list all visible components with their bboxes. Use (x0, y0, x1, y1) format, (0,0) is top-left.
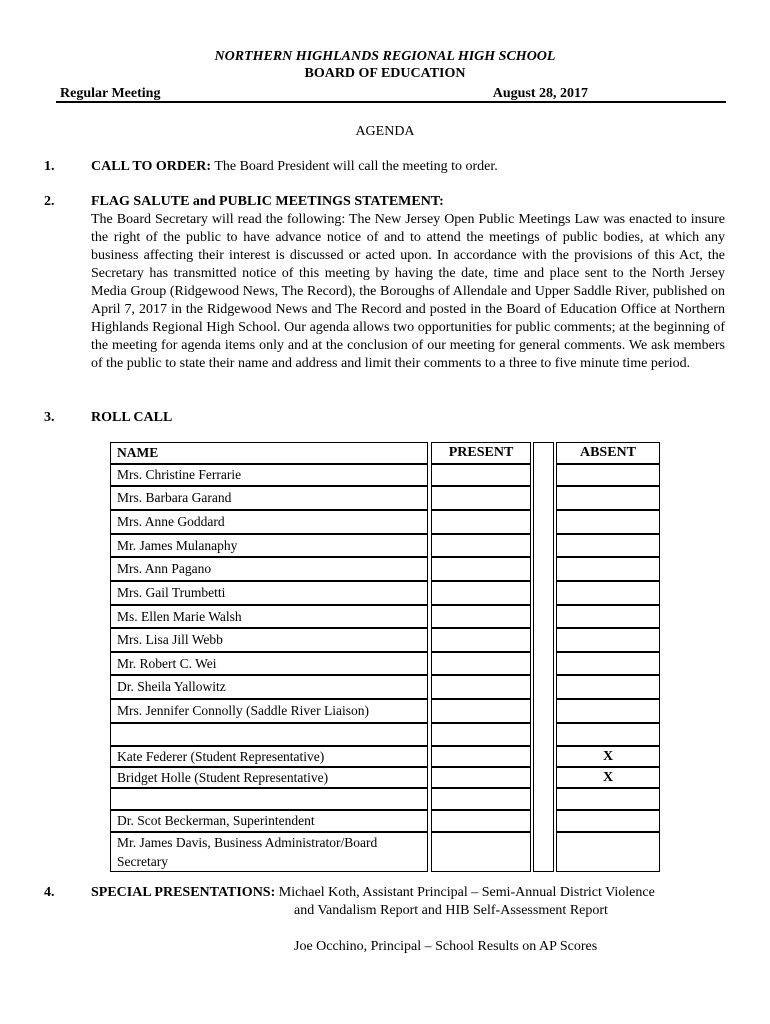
section-4-line1: Michael Koth, Assistant Principal – Semi-Annual District Violence (275, 885, 655, 900)
roll-row-absent (556, 675, 660, 699)
roll-row-absent (556, 652, 660, 675)
section-2-number: 2. (44, 194, 55, 209)
roll-row-absent (556, 628, 660, 652)
section-1-title: CALL TO ORDER: (91, 159, 212, 174)
roll-row-name: Kate Federer (Student Representative) (110, 746, 428, 767)
roll-row-name: Mrs. Gail Trumbetti (110, 581, 428, 605)
roll-gap-column (533, 442, 554, 872)
roll-row-absent (556, 510, 660, 534)
roll-row-name: Mrs. Christine Ferrarie (110, 464, 428, 486)
roll-row-name: Mrs. Barbara Garand (110, 486, 428, 510)
roll-row-present (431, 652, 531, 675)
roll-row-absent (556, 723, 660, 746)
section-special-presentations (91, 884, 725, 902)
roll-row-present (431, 832, 531, 872)
roll-row-name: Mrs. Anne Goddard (110, 510, 428, 534)
roll-row-present (431, 510, 531, 534)
roll-row-name (110, 723, 428, 746)
meeting-date: August 28, 2017 (492, 86, 588, 101)
roll-row-present (431, 788, 531, 810)
roll-row-absent (556, 810, 660, 832)
section-flag-salute (91, 193, 725, 373)
section-2-text: The Board Secretary will read the following: The New Jersey Open Public Meetings Law was enacted to insure the right of the public to have advance notice of and to attend the meetings of public bodies, at which any business affecting their interest is discussed or acted upon. In accordance with the provisions of this Act, the Secretary has transmitted notice of this meeting by having the date, time and place sent to the North Jersey Media Group (Ridgewood News, The Record), the Boroughs of Allendale and Upper Saddle River, published on April 7, 2017 in the Ridgewood News and The Record and posted in the Board of Education Office at Northern Highlands Regional High School. Our agenda allows two opportunities for public comments; at the beginning of the meeting for agenda items only and at the conclusion of our meeting for general comments. We ask members of the public to state their name and address and limit their comments to a three to five minute time period. (91, 212, 725, 371)
meeting-type: Regular Meeting (60, 86, 161, 101)
roll-row-name: Mrs. Ann Pagano (110, 557, 428, 581)
roll-row-absent (556, 832, 660, 872)
roll-row-present (431, 486, 531, 510)
roll-row-name (110, 788, 428, 810)
section-3-title: ROLL CALL (91, 410, 173, 425)
section-4-line2: and Vandalism Report and HIB Self-Assessment Report (294, 903, 608, 918)
roll-row-name: Mrs. Lisa Jill Webb (110, 628, 428, 652)
roll-row-present (431, 767, 531, 788)
roll-row-name-line1: Mr. James Davis, Business Administrator/Board (117, 835, 378, 850)
roll-row-name: Mrs. Jennifer Connolly (Saddle River Liaison) (110, 699, 428, 723)
section-1-number: 1. (44, 159, 55, 174)
roll-row-name-line2: Secretary (117, 854, 168, 869)
section-4-line3: Joe Occhino, Principal – School Results on AP Scores (294, 939, 598, 954)
roll-header-present: PRESENT (431, 442, 531, 464)
roll-row-present (431, 534, 531, 557)
header-rule (56, 101, 726, 103)
section-2-title: FLAG SALUTE and PUBLIC MEETINGS STATEMENT: (91, 194, 444, 209)
roll-row-present (431, 464, 531, 486)
roll-row-present (431, 557, 531, 581)
section-call-to-order (91, 158, 725, 176)
roll-row-name: Bridget Holle (Student Representative) (110, 767, 428, 788)
roll-row-name: Dr. Sheila Yallowitz (110, 675, 428, 699)
roll-row-present (431, 810, 531, 832)
roll-row-name (110, 832, 428, 872)
roll-row-absent: X (556, 746, 660, 767)
roll-header-absent: ABSENT (556, 442, 660, 464)
roll-row-absent (556, 699, 660, 723)
roll-row-present (431, 581, 531, 605)
roll-header-name: NAME (110, 442, 428, 464)
section-4-number: 4. (44, 885, 55, 900)
roll-row-absent (556, 486, 660, 510)
roll-row-name: Mr. James Mulanaphy (110, 534, 428, 557)
roll-row-present (431, 628, 531, 652)
roll-row-absent (556, 581, 660, 605)
roll-row-absent (556, 605, 660, 628)
roll-row-present (431, 605, 531, 628)
roll-row-present (431, 723, 531, 746)
roll-row-present (431, 675, 531, 699)
roll-row-name: Ms. Ellen Marie Walsh (110, 605, 428, 628)
section-1-text: The Board President will call the meeting to order. (211, 159, 498, 174)
roll-row-absent: X (556, 767, 660, 788)
school-name: NORTHERN HIGHLANDS REGIONAL HIGH SCHOOL (214, 49, 556, 64)
roll-row-present (431, 699, 531, 723)
section-3-number: 3. (44, 410, 55, 425)
roll-row-name: Mr. Robert C. Wei (110, 652, 428, 675)
agenda-title: AGENDA (355, 124, 415, 139)
roll-row-absent (556, 557, 660, 581)
roll-row-name: Dr. Scot Beckerman, Superintendent (110, 810, 428, 832)
roll-row-absent (556, 788, 660, 810)
roll-row-absent (556, 534, 660, 557)
roll-row-present (431, 746, 531, 767)
section-4-title: SPECIAL PRESENTATIONS: (91, 885, 276, 900)
board-name: BOARD OF EDUCATION (304, 66, 466, 81)
roll-row-absent (556, 464, 660, 486)
